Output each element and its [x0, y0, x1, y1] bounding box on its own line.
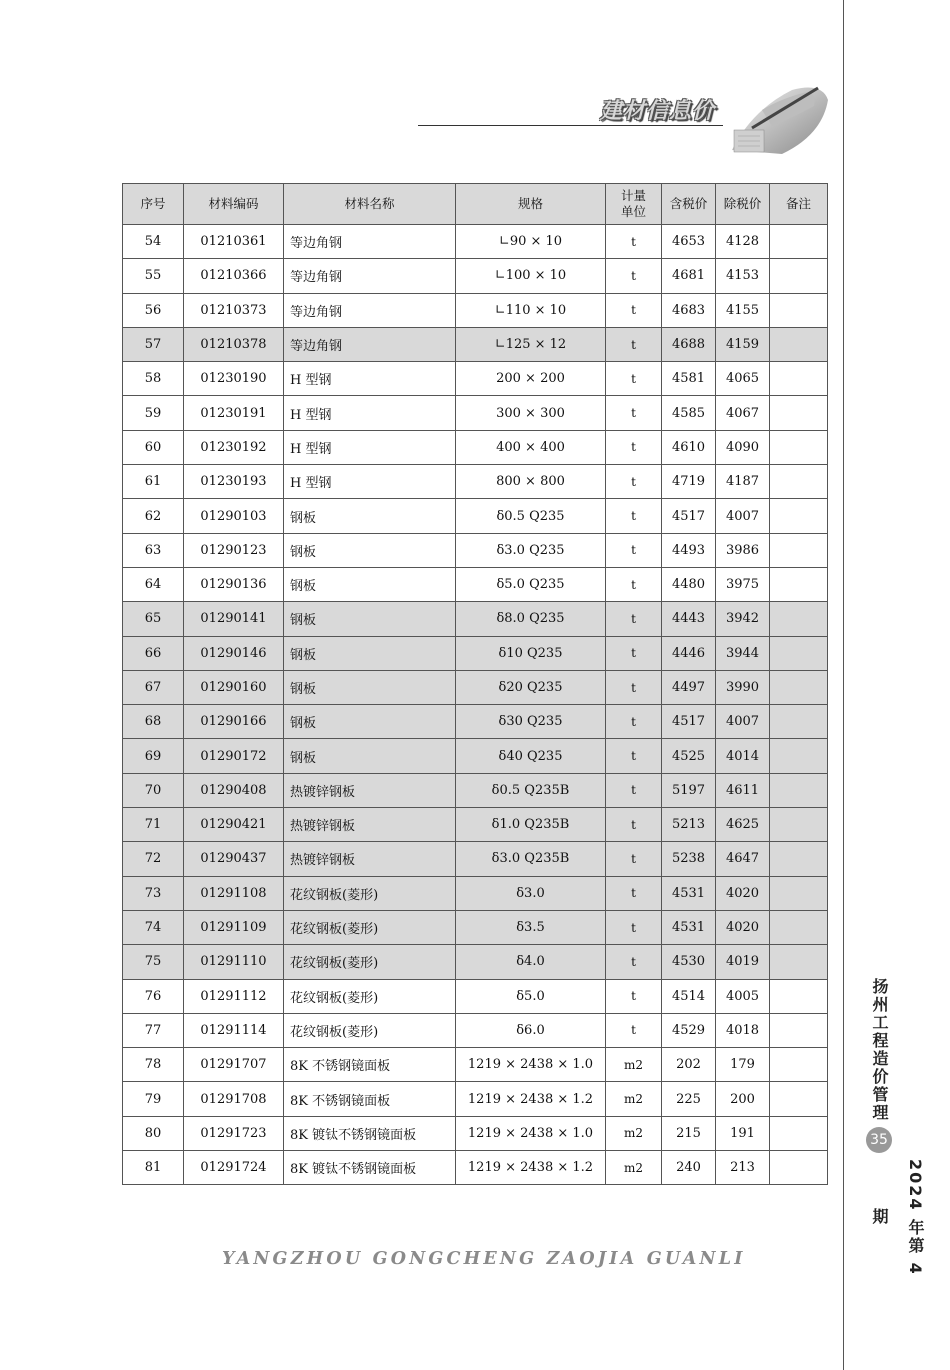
cell-unit: t	[606, 876, 662, 910]
cell-notax-price: 4187	[716, 465, 770, 499]
table-row	[123, 259, 828, 293]
cell-notax-price: 4067	[716, 396, 770, 430]
cell-name: H 型钢	[284, 362, 456, 396]
pen-hand-illustration	[722, 80, 830, 158]
cell-no: 75	[123, 945, 184, 979]
cell-name: 钢板	[284, 739, 456, 773]
cell-spec: δ8.0 Q235	[456, 602, 606, 636]
table-row	[123, 1048, 828, 1082]
cell-no: 71	[123, 808, 184, 842]
cell-code: 01290172	[184, 739, 284, 773]
cell-note	[770, 910, 828, 944]
cell-tax-price: 4581	[662, 362, 716, 396]
cell-no: 70	[123, 773, 184, 807]
cell-note	[770, 1116, 828, 1150]
cell-notax-price: 4625	[716, 808, 770, 842]
cell-unit: t	[606, 293, 662, 327]
cell-unit: t	[606, 362, 662, 396]
cell-note	[770, 1082, 828, 1116]
cell-unit: t	[606, 259, 662, 293]
cell-notax-price: 200	[716, 1082, 770, 1116]
cell-spec: δ20 Q235	[456, 670, 606, 704]
table-row	[123, 739, 828, 773]
cell-tax-price: 5238	[662, 842, 716, 876]
sidebar-issue: 2024 年第 4 期	[870, 1158, 925, 1276]
cell-code: 01291109	[184, 910, 284, 944]
cell-code: 01291723	[184, 1116, 284, 1150]
cell-unit: m2	[606, 1151, 662, 1185]
cell-tax-price: 4529	[662, 1013, 716, 1047]
cell-notax-price: 4019	[716, 945, 770, 979]
cell-unit: t	[606, 327, 662, 361]
cell-notax-price: 4153	[716, 259, 770, 293]
cell-name: 等边角钢	[284, 327, 456, 361]
cell-name: 花纹钢板(菱形)	[284, 910, 456, 944]
cell-unit: t	[606, 636, 662, 670]
table-row	[123, 396, 828, 430]
cell-name: H 型钢	[284, 430, 456, 464]
cell-notax-price: 4065	[716, 362, 770, 396]
cell-code: 01290437	[184, 842, 284, 876]
table-row	[123, 636, 828, 670]
cell-code: 01291114	[184, 1013, 284, 1047]
cell-tax-price: 4480	[662, 567, 716, 601]
sidebar-magazine-name: 扬州工程造价管理	[870, 978, 889, 1122]
cell-note	[770, 327, 828, 361]
cell-note	[770, 1013, 828, 1047]
cell-note	[770, 636, 828, 670]
cell-spec: δ0.5 Q235B	[456, 773, 606, 807]
cell-note	[770, 979, 828, 1013]
cell-spec: ∟125 × 12	[456, 327, 606, 361]
cell-note	[770, 499, 828, 533]
col-header-tax-price: 含税价	[662, 184, 716, 225]
cell-tax-price: 4688	[662, 327, 716, 361]
cell-note	[770, 293, 828, 327]
cell-note	[770, 430, 828, 464]
cell-notax-price: 3944	[716, 636, 770, 670]
table-row	[123, 705, 828, 739]
cell-tax-price: 4683	[662, 293, 716, 327]
col-header-note: 备注	[770, 184, 828, 225]
cell-notax-price: 4155	[716, 293, 770, 327]
cell-spec: ∟110 × 10	[456, 293, 606, 327]
cell-name: H 型钢	[284, 396, 456, 430]
cell-spec: 1219 × 2438 × 1.0	[456, 1116, 606, 1150]
cell-unit: t	[606, 1013, 662, 1047]
cell-note	[770, 876, 828, 910]
cell-unit: t	[606, 465, 662, 499]
cell-note	[770, 945, 828, 979]
table-header-row	[123, 184, 828, 225]
cell-spec: δ3.5	[456, 910, 606, 944]
cell-spec: 800 × 800	[456, 465, 606, 499]
cell-note	[770, 567, 828, 601]
cell-code: 01291707	[184, 1048, 284, 1082]
cell-no: 76	[123, 979, 184, 1013]
table-row	[123, 910, 828, 944]
cell-notax-price: 4007	[716, 705, 770, 739]
cell-no: 60	[123, 430, 184, 464]
cell-spec: δ10 Q235	[456, 636, 606, 670]
table-row	[123, 602, 828, 636]
cell-notax-price: 4020	[716, 910, 770, 944]
cell-note	[770, 602, 828, 636]
cell-no: 67	[123, 670, 184, 704]
cell-tax-price: 4681	[662, 259, 716, 293]
cell-no: 59	[123, 396, 184, 430]
cell-spec: 200 × 200	[456, 362, 606, 396]
cell-notax-price: 3975	[716, 567, 770, 601]
cell-note	[770, 739, 828, 773]
cell-unit: t	[606, 773, 662, 807]
cell-no: 81	[123, 1151, 184, 1185]
cell-unit: t	[606, 430, 662, 464]
cell-code: 01291708	[184, 1082, 284, 1116]
cell-tax-price: 4531	[662, 910, 716, 944]
cell-name: 等边角钢	[284, 225, 456, 259]
col-header-name: 材料名称	[284, 184, 456, 225]
cell-code: 01290166	[184, 705, 284, 739]
cell-name: 钢板	[284, 499, 456, 533]
cell-code: 01290421	[184, 808, 284, 842]
cell-code: 01230192	[184, 430, 284, 464]
cell-code: 01230190	[184, 362, 284, 396]
cell-code: 01230191	[184, 396, 284, 430]
cell-notax-price: 213	[716, 1151, 770, 1185]
cell-tax-price: 4493	[662, 533, 716, 567]
cell-code: 01210366	[184, 259, 284, 293]
cell-note	[770, 705, 828, 739]
cell-name: 钢板	[284, 602, 456, 636]
cell-unit: m2	[606, 1048, 662, 1082]
cell-name: 8K 镀钛不锈钢镜面板	[284, 1116, 456, 1150]
cell-note	[770, 808, 828, 842]
cell-notax-price: 3986	[716, 533, 770, 567]
cell-name: 钢板	[284, 533, 456, 567]
table-row	[123, 499, 828, 533]
cell-spec: δ40 Q235	[456, 739, 606, 773]
table-row	[123, 1082, 828, 1116]
table-row	[123, 1151, 828, 1185]
cell-spec: δ3.0 Q235B	[456, 842, 606, 876]
cell-unit: t	[606, 225, 662, 259]
cell-spec: 1219 × 2438 × 1.2	[456, 1082, 606, 1116]
cell-no: 72	[123, 842, 184, 876]
cell-notax-price: 4159	[716, 327, 770, 361]
cell-note	[770, 362, 828, 396]
cell-unit: t	[606, 533, 662, 567]
cell-code: 01210361	[184, 225, 284, 259]
cell-tax-price: 5213	[662, 808, 716, 842]
cell-code: 01290146	[184, 636, 284, 670]
cell-code: 01291724	[184, 1151, 284, 1185]
table-row	[123, 225, 828, 259]
cell-name: 花纹钢板(菱形)	[284, 945, 456, 979]
cell-no: 58	[123, 362, 184, 396]
table-row	[123, 808, 828, 842]
cell-tax-price: 225	[662, 1082, 716, 1116]
cell-tax-price: 4653	[662, 225, 716, 259]
margin-rule	[843, 0, 844, 1370]
cell-note	[770, 533, 828, 567]
cell-unit: t	[606, 910, 662, 944]
cell-no: 63	[123, 533, 184, 567]
cell-code: 01291108	[184, 876, 284, 910]
cell-name: 钢板	[284, 705, 456, 739]
col-header-code: 材料编码	[184, 184, 284, 225]
cell-no: 57	[123, 327, 184, 361]
cell-note	[770, 670, 828, 704]
cell-no: 56	[123, 293, 184, 327]
cell-name: 钢板	[284, 567, 456, 601]
cell-name: 热镀锌钢板	[284, 773, 456, 807]
cell-spec: δ3.0 Q235	[456, 533, 606, 567]
cell-spec: δ5.0 Q235	[456, 567, 606, 601]
cell-name: 热镀锌钢板	[284, 842, 456, 876]
table-row	[123, 1013, 828, 1047]
cell-no: 77	[123, 1013, 184, 1047]
col-header-unit: 计量单位	[606, 184, 662, 225]
cell-notax-price: 4090	[716, 430, 770, 464]
price-table	[122, 183, 828, 1185]
cell-notax-price: 4128	[716, 225, 770, 259]
cell-unit: t	[606, 705, 662, 739]
table-row	[123, 362, 828, 396]
cell-name: 钢板	[284, 636, 456, 670]
header-title: 建材信息价	[600, 99, 716, 124]
cell-no: 66	[123, 636, 184, 670]
cell-no: 54	[123, 225, 184, 259]
cell-tax-price: 4517	[662, 705, 716, 739]
cell-code: 01290141	[184, 602, 284, 636]
cell-unit: t	[606, 979, 662, 1013]
cell-tax-price: 215	[662, 1116, 716, 1150]
table-row	[123, 876, 828, 910]
cell-code: 01290160	[184, 670, 284, 704]
cell-notax-price: 3990	[716, 670, 770, 704]
cell-notax-price: 4014	[716, 739, 770, 773]
table-row	[123, 979, 828, 1013]
cell-name: 8K 不锈钢镜面板	[284, 1082, 456, 1116]
cell-code: 01290136	[184, 567, 284, 601]
cell-notax-price: 4005	[716, 979, 770, 1013]
cell-code: 01290408	[184, 773, 284, 807]
cell-code: 01230193	[184, 465, 284, 499]
cell-tax-price: 5197	[662, 773, 716, 807]
cell-notax-price: 4611	[716, 773, 770, 807]
cell-unit: t	[606, 808, 662, 842]
col-header-notax-price: 除税价	[716, 184, 770, 225]
cell-note	[770, 773, 828, 807]
cell-code: 01290123	[184, 533, 284, 567]
cell-tax-price: 4525	[662, 739, 716, 773]
col-header-spec: 规格	[456, 184, 606, 225]
sidebar	[861, 975, 925, 1277]
table-row	[123, 842, 828, 876]
cell-notax-price: 4647	[716, 842, 770, 876]
table-row	[123, 293, 828, 327]
cell-code: 01291110	[184, 945, 284, 979]
cell-spec: δ3.0	[456, 876, 606, 910]
cell-unit: t	[606, 396, 662, 430]
cell-tax-price: 4443	[662, 602, 716, 636]
cell-tax-price: 4517	[662, 499, 716, 533]
cell-note	[770, 842, 828, 876]
cell-note	[770, 396, 828, 430]
cell-spec: 1219 × 2438 × 1.2	[456, 1151, 606, 1185]
cell-spec: δ30 Q235	[456, 705, 606, 739]
table-row	[123, 670, 828, 704]
cell-note	[770, 1151, 828, 1185]
cell-notax-price: 3942	[716, 602, 770, 636]
cell-code: 01210373	[184, 293, 284, 327]
cell-unit: t	[606, 739, 662, 773]
cell-name: 等边角钢	[284, 259, 456, 293]
cell-unit: t	[606, 670, 662, 704]
header-rule	[418, 125, 723, 126]
cell-no: 80	[123, 1116, 184, 1150]
page-number: 35	[866, 1127, 892, 1153]
cell-name: 花纹钢板(菱形)	[284, 876, 456, 910]
cell-no: 79	[123, 1082, 184, 1116]
cell-name: 花纹钢板(菱形)	[284, 979, 456, 1013]
cell-tax-price: 4497	[662, 670, 716, 704]
table-row	[123, 430, 828, 464]
cell-notax-price: 4007	[716, 499, 770, 533]
cell-note	[770, 1048, 828, 1082]
cell-spec: ∟100 × 10	[456, 259, 606, 293]
cell-no: 78	[123, 1048, 184, 1082]
cell-code: 01290103	[184, 499, 284, 533]
cell-spec: δ0.5 Q235	[456, 499, 606, 533]
cell-no: 61	[123, 465, 184, 499]
cell-name: 花纹钢板(菱形)	[284, 1013, 456, 1047]
table-row	[123, 327, 828, 361]
cell-code: 01291112	[184, 979, 284, 1013]
cell-spec: ∟90 × 10	[456, 225, 606, 259]
cell-spec: δ5.0	[456, 979, 606, 1013]
cell-no: 73	[123, 876, 184, 910]
table-row	[123, 567, 828, 601]
table-body	[123, 225, 828, 1185]
cell-unit: t	[606, 602, 662, 636]
cell-unit: t	[606, 499, 662, 533]
cell-spec: δ1.0 Q235B	[456, 808, 606, 842]
cell-no: 64	[123, 567, 184, 601]
cell-no: 65	[123, 602, 184, 636]
cell-name: 热镀锌钢板	[284, 808, 456, 842]
cell-unit: m2	[606, 1082, 662, 1116]
cell-notax-price: 179	[716, 1048, 770, 1082]
table-row	[123, 533, 828, 567]
cell-no: 69	[123, 739, 184, 773]
cell-name: 8K 不锈钢镜面板	[284, 1048, 456, 1082]
cell-note	[770, 259, 828, 293]
cell-name: 钢板	[284, 670, 456, 704]
cell-code: 01210378	[184, 327, 284, 361]
cell-note	[770, 225, 828, 259]
cell-no: 74	[123, 910, 184, 944]
cell-tax-price: 4610	[662, 430, 716, 464]
cell-no: 68	[123, 705, 184, 739]
cell-unit: t	[606, 567, 662, 601]
cell-tax-price: 4514	[662, 979, 716, 1013]
cell-tax-price: 4719	[662, 465, 716, 499]
table-row	[123, 945, 828, 979]
cell-tax-price: 4585	[662, 396, 716, 430]
table-row	[123, 465, 828, 499]
col-header-no: 序号	[123, 184, 184, 225]
cell-spec: δ6.0	[456, 1013, 606, 1047]
cell-tax-price: 4530	[662, 945, 716, 979]
cell-tax-price: 240	[662, 1151, 716, 1185]
footer-magazine-pinyin: YANGZHOU GONGCHENG ZAOJIA GUANLI	[222, 1249, 746, 1269]
cell-name: H 型钢	[284, 465, 456, 499]
cell-tax-price: 202	[662, 1048, 716, 1082]
cell-tax-price: 4531	[662, 876, 716, 910]
cell-tax-price: 4446	[662, 636, 716, 670]
table-row	[123, 1116, 828, 1150]
cell-spec: 1219 × 2438 × 1.0	[456, 1048, 606, 1082]
cell-spec: δ4.0	[456, 945, 606, 979]
cell-note	[770, 465, 828, 499]
cell-notax-price: 191	[716, 1116, 770, 1150]
cell-spec: 300 × 300	[456, 396, 606, 430]
cell-no: 55	[123, 259, 184, 293]
cell-spec: 400 × 400	[456, 430, 606, 464]
cell-unit: t	[606, 842, 662, 876]
cell-name: 等边角钢	[284, 293, 456, 327]
cell-notax-price: 4020	[716, 876, 770, 910]
cell-notax-price: 4018	[716, 1013, 770, 1047]
cell-unit: m2	[606, 1116, 662, 1150]
table-row	[123, 773, 828, 807]
cell-unit: t	[606, 945, 662, 979]
cell-name: 8K 镀钛不锈钢镜面板	[284, 1151, 456, 1185]
cell-no: 62	[123, 499, 184, 533]
